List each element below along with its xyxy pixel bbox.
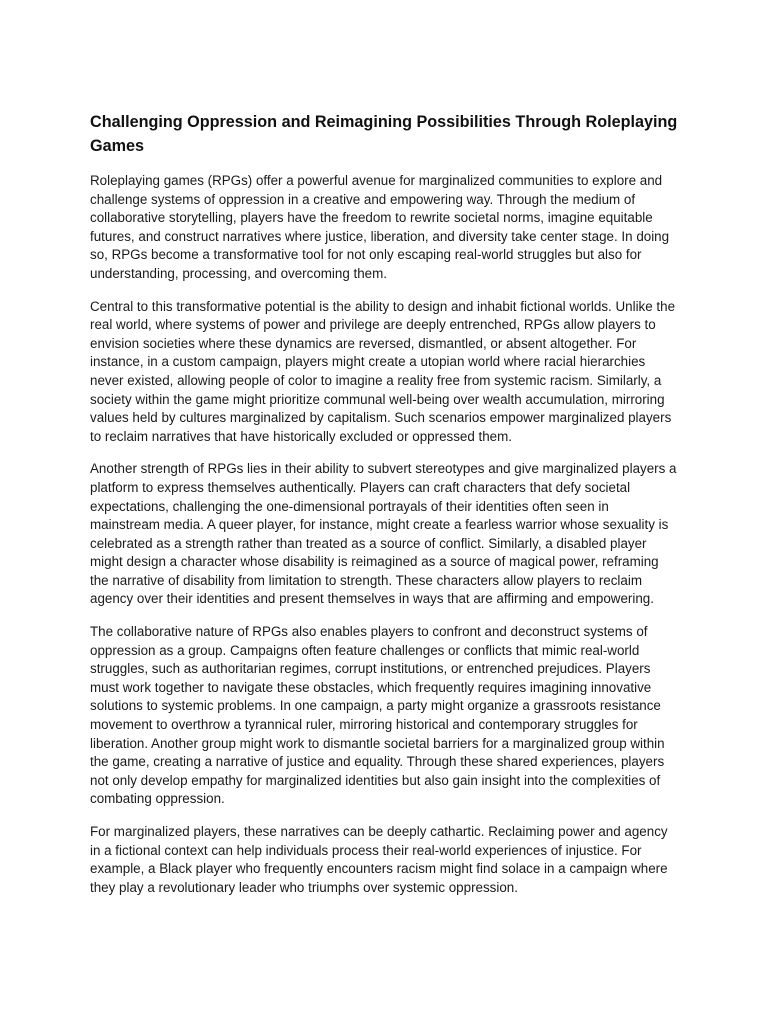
paragraph-subvert-stereotypes: Another strength of RPGs lies in their ability to subvert stereotypes and give marginalized players a platform to express themselves authentically. Players can craft characters that defy societal expectations, challenging the one-dimensional portrayals of their identities often seen in mainstream media. A queer player, for instance, might create a fearless warrior whose sexuality is celebrated as a strength rather than treated as a source of conflict. Similarly, a disabled player might design a character whose disability is reimagined as a source of magical power, reframing the narrative of disability from limitation to strength. These characters allow players to reclaim agency over their identities and present themselves in ways that are affirming and empowering. (90, 461, 677, 607)
paragraph-intro: Roleplaying games (RPGs) offer a powerful avenue for marginalized communities to explore and challenge systems of oppression in a creative and empowering way. Through the medium of collaborative storytelling, players have the freedom to rewrite societal norms, imagine equitable futures, and construct narratives where justice, liberation, and diversity take center stage. In doing so, RPGs become a transformative tool for not only escaping real-world struggles but also for understanding, processing, and overcoming them. (90, 173, 670, 281)
paragraph-collaborative-nature: The collaborative nature of RPGs also enables players to confront and deconstruct systems of oppression as a group. Campaigns often feature challenges or conflicts that mimic real-world struggles, such as authoritarian regimes, corrupt institutions, or entrenched prejudices. Players must work together to navigate these obstacles, which frequently requires imagining innovative solutions to systemic problems. In one campaign, a party might organize a grassroots resistance movement to overthrow a tyrannical ruler, mirroring historical and contemporary struggles for liberation. Another group might work to dismantle societal barriers for a marginalized group within the game, creating a narrative of justice and equality. Through these shared experiences, players not only develop empathy for marginalized identities but also gain insight into the complexities of combating oppression. (90, 624, 665, 807)
document-title: Challenging Oppression and Reimagining Possibilities Through Roleplaying Games (90, 113, 678, 155)
document-page (90, 110, 680, 911)
paragraph-cathartic: For marginalized players, these narratives can be deeply cathartic. Reclaiming power and agency in a fictional context can help individuals process their real-world experiences of injustice. For example, a Black player who frequently encounters racism might find solace in a campaign where they play a revolutionary leader who triumphs over systemic oppression. (90, 824, 668, 895)
paragraph-fictional-worlds: Central to this transformative potential is the ability to design and inhabit fictional worlds. Unlike the real world, where systems of power and privilege are deeply entrenched, RPGs allow players to envision societies where these dynamics are reversed, dismantled, or absent altogether. For instance, in a custom campaign, players might create a utopian world where racial hierarchies never existed, allowing people of color to imagine a reality free from systemic racism. Similarly, a society within the game might prioritize communal well-being over wealth accumulation, mirroring values held by cultures marginalized by capitalism. Such scenarios empower marginalized players to reclaim narratives that have historically excluded or oppressed them. (90, 298, 676, 444)
